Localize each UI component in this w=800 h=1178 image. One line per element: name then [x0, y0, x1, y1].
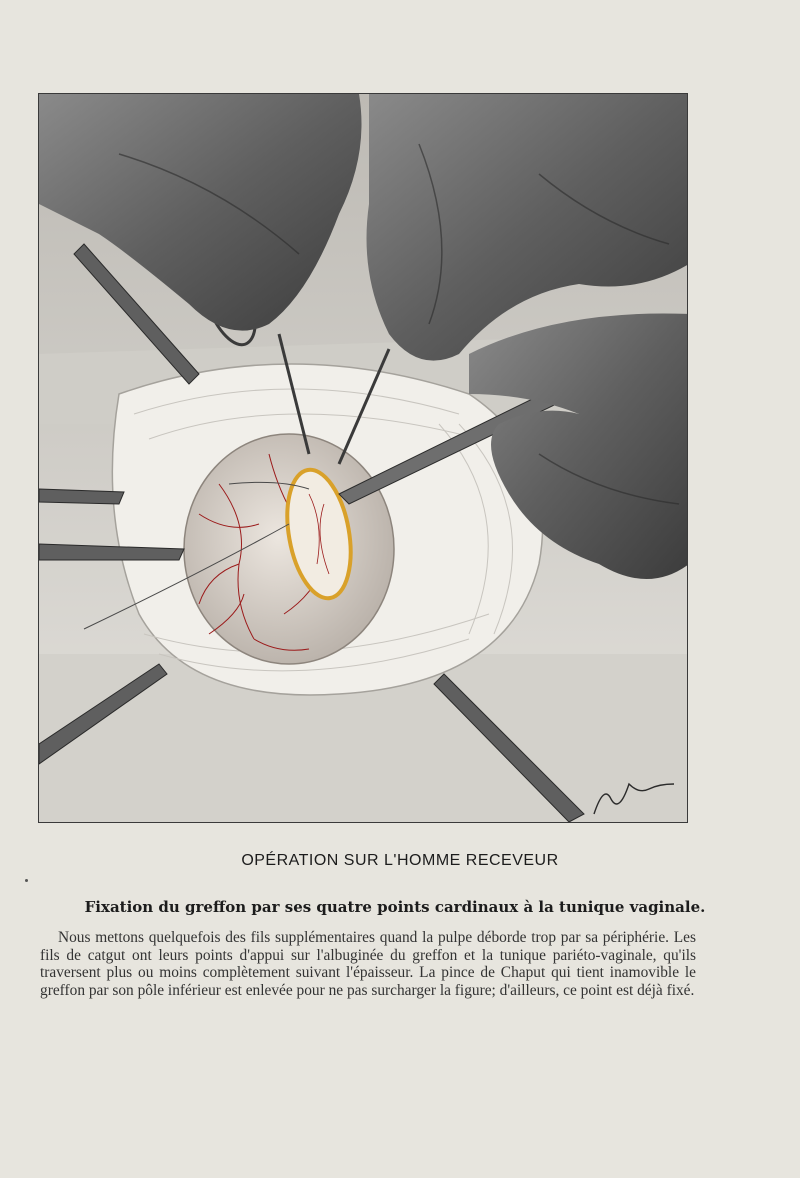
figure-title: OPÉRATION SUR L'HOMME RECEVEUR [241, 852, 559, 869]
margin-dot [25, 879, 28, 882]
figure-description: Nous mettons quelquefois des fils supplémentaires quand la pulpe déborde trop par sa périphérie. Les fils de catgut ont leurs points d'appui sur l'albuginée du greffon et la tunique pariéto-vaginale, qu'ils traversent plus ou moins complètement suivant l'épaisseur. La pince de Chaput qui tient inamovible le greffon par son pôle inférieur est enlevée pour ne pas surcharger la figure; d'ailleurs, ce point est déjà fixé. [40, 929, 696, 999]
surgical-illustration [38, 93, 688, 823]
figure-subtitle: Fixation du greffon par ses quatre points cardinaux à la tunique vaginale. [84, 898, 706, 916]
